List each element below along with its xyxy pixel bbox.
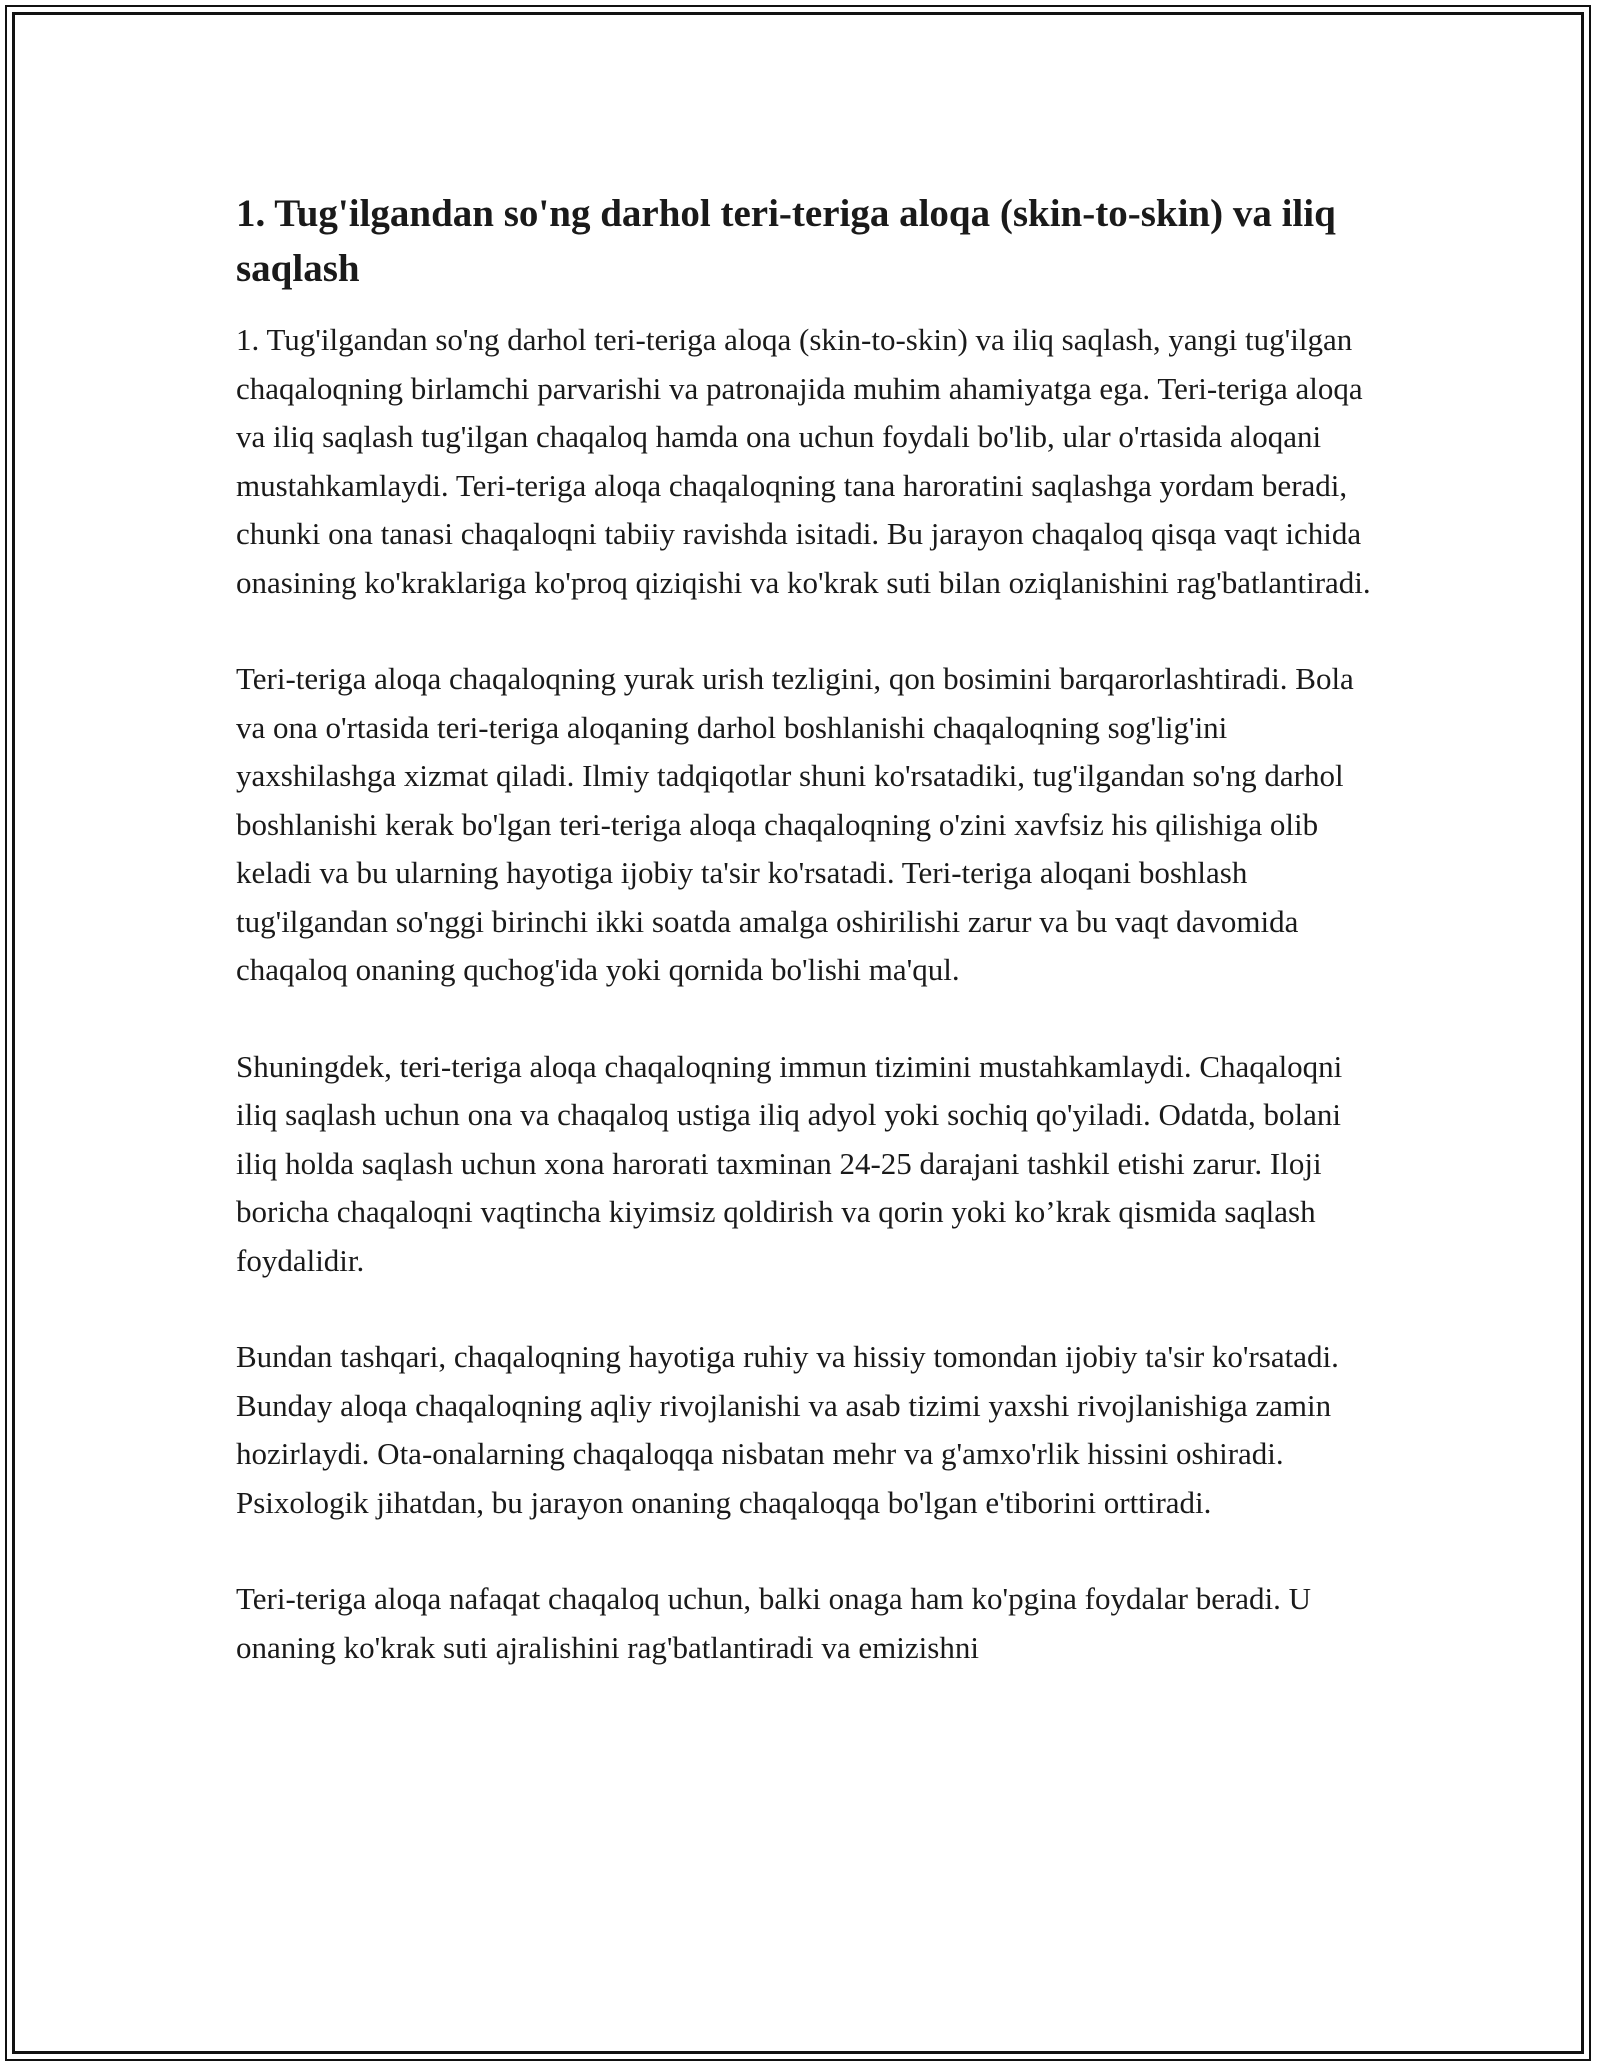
paragraph-3: Shuningdek, teri-teriga aloqa chaqaloqning immun tizimini mustahkamlaydi. Chaqaloqni iliq saqlash uchun ona va chaqaloq ustiga iliq adyol yoki sochiq qo'yiladi. Odatda, bolani iliq holda saqlash uchun xona harorati taxminan 24-25 darajani tashkil etishi zarur. Iloji boricha chaqaloqni vaqtincha kiyimsiz qoldirish va qorin yoki ko’krak qismida saqlash foydalidir.	[236, 1048, 1343, 1278]
document-body	[236, 186, 1376, 1672]
paragraph-1: 1. Tug'ilgandan so'ng darhol teri-teriga aloqa (skin-to-skin) va iliq saqlash, yangi tug'ilgan chaqaloqning birlamchi parvarishi va patronajida muhim ahamiyatga ega. Teri-teriga aloqa va iliq saqlash tug'ilgan chaqaloq hamda ona uchun foydali bo'lib, ular o'rtasida aloqani mustahkamlaydi. Teri-teriga aloqa chaqaloqning tana haroratini saqlashga yordam beradi, chunki ona tanasi chaqaloqni tabiiy ravishda isitadi. Bu jarayon chaqaloq qisqa vaqt ichida onasining ko'kraklariga ko'proq qiziqishi va ko'krak suti bilan oziqlanishini rag'batlantiradi.	[236, 322, 1371, 600]
paragraph-5: Teri-teriga aloqa nafaqat chaqaloq uchun, balki onaga ham ko'pgina foydalar beradi. U onaning ko'krak suti ajralishini rag'batlantiradi va emizishni	[236, 1581, 1312, 1665]
paragraph-2: Teri-teriga aloqa chaqaloqning yurak urish tezligini, qon bosimini barqarorlashtiradi. Bola va ona o'rtasida teri-teriga aloqaning darhol boshlanishi chaqaloqning sog'lig'ini yaxshilashga xizmat qiladi. Ilmiy tadqiqotlar shuni ko'rsatadiki, tug'ilgandan so'ng darhol boshlanishi kerak bo'lgan teri-teriga aloqa chaqaloqning o'zini xavfsiz his qilishiga olib keladi va bu ularning hayotiga ijobiy ta'sir ko'rsatadi. Teri-teriga aloqani boshlash tug'ilgandan so'nggi birinchi ikki soatda amalga oshirilishi zarur va bu vaqt davomida chaqaloq onaning quchog'ida yoki qornida bo'lishi ma'qul.	[236, 661, 1354, 987]
document-title: 1. Tug'ilgandan so'ng darhol teri-teriga aloqa (skin-to-skin) va iliq saqlash	[236, 192, 1336, 290]
paragraph-4: Bundan tashqari, chaqaloqning hayotiga ruhiy va hissiy tomondan ijobiy ta'sir ko'rsatadi. Bunday aloqa chaqaloqning aqliy rivojlanishi va asab tizimi yaxshi rivojlanishiga zamin hozirlaydi. Ota-onalarning chaqaloqqa nisbatan mehr va g'amxo'rlik hissini oshiradi. Psixologik jihatdan, bu jarayon onaning chaqaloqqa bo'lgan e'tiborini orttiradi.	[236, 1339, 1339, 1520]
